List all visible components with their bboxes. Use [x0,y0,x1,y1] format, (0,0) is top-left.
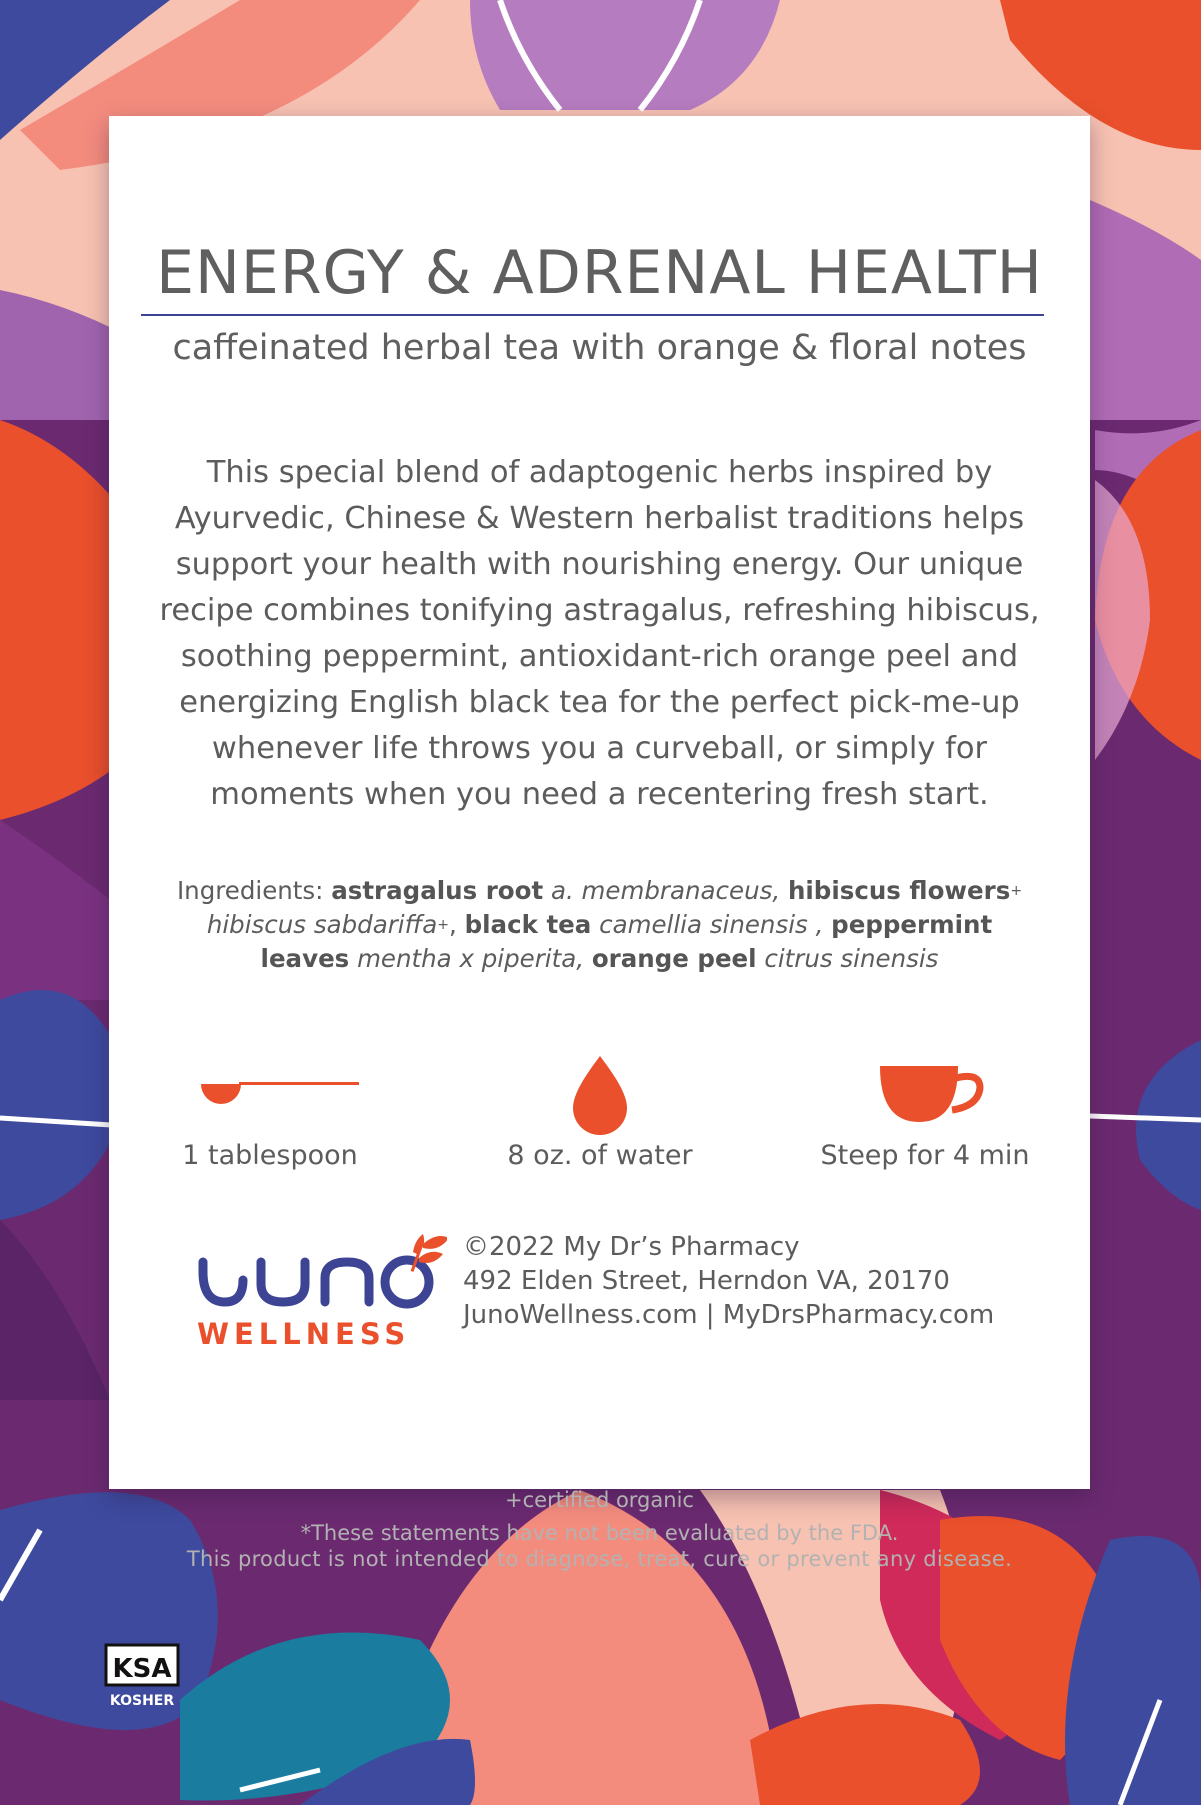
spoon-icon [145,1016,395,1136]
svg-text:WELLNESS: WELLNESS [197,1317,411,1351]
step-water [475,1016,725,1171]
ingredient-name: peppermint leaves [260,910,993,973]
address: 492 Elden Street, Herndon VA, 20170 [463,1266,950,1296]
ingredient-separator: , [449,910,457,939]
website-links: JunoWellness.com | MyDrsPharmacy.com [463,1300,995,1330]
step-steep [800,1016,1050,1171]
product-subtitle: caffeinated herbal tea with orange & floral notes [172,328,1027,368]
ingredient-latin: camellia sinensis , [599,910,824,939]
ingredients-list [169,874,1030,976]
step-label: Steep for 4 min [820,1140,1030,1171]
organic-mark: + [437,917,450,933]
ingredient-name: black tea [464,910,592,939]
ingredient-name: orange peel [591,944,757,973]
ingredient-name: hibiscus flowers [787,876,1011,905]
fda-disclaimer-1: *These statements have not been evaluated by the FDA. [300,1521,899,1545]
brewing-steps [109,1016,1090,1176]
svg-text:KOSHER: KOSHER [109,1693,175,1709]
ingredient-latin: mentha x piperita, [357,944,585,973]
ingredient-latin: a. membranaceus, [550,876,781,905]
organic-mark: + [1010,883,1023,899]
ingredient-latin: citrus sinensis [764,944,939,973]
step-label: 8 oz. of water [507,1140,693,1171]
kosher-certification-badge [104,1643,180,1711]
ingredient-name: astragalus root [331,876,544,905]
fda-disclaimer-2: This product is not intended to diagnose, treat, cure or prevent any disease. [186,1547,1013,1571]
product-title: ENERGY & ADRENAL HEALTH [156,238,1043,308]
copyright: ©2022 My Dr’s Pharmacy [463,1232,800,1262]
certified-organic-note: +certified organic [505,1488,694,1512]
svg-text:KSA: KSA [112,1654,172,1684]
ingredients-label: Ingredients: [176,876,324,905]
contact-info [463,1230,994,1332]
ingredient-latin: hibiscus sabdariffa [206,910,438,939]
water-drop-icon [475,1016,725,1136]
step-spoon [145,1016,395,1171]
title-divider [141,314,1044,316]
product-description: This special blend of adaptogenic herbs inspired by Ayurvedic, Chinese & Western herbalist traditions helps support your health with nourishing energy. Our unique recipe combines tonifying astragalus, refreshing hibiscus, soothing peppermint, antioxidant-rich orange peel and energizing English black tea for the perfect pick-me-up whenever life throws you a curveball, or simply for moments when you need a recentering fresh start. [159,455,1040,812]
step-label: 1 tablespoon [182,1140,358,1171]
teacup-icon [800,1016,1050,1136]
product-card [109,116,1090,1571]
juno-wellness-logo [187,1232,447,1352]
